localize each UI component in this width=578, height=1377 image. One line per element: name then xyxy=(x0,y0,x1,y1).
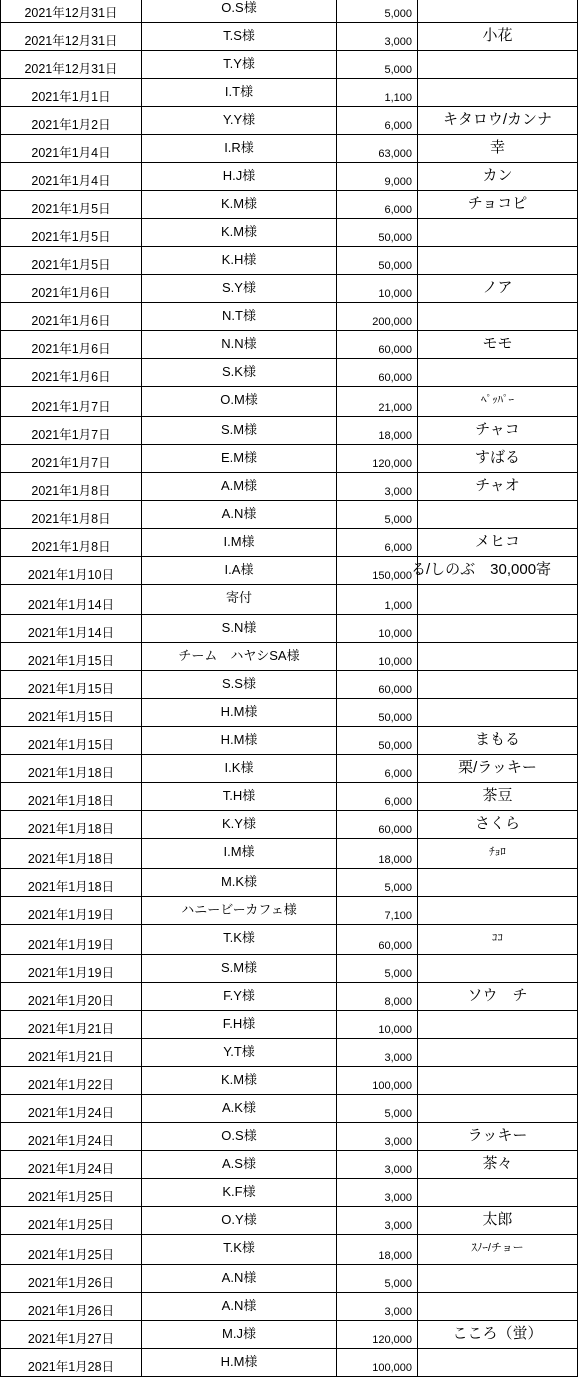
table-row xyxy=(1,191,578,219)
date-cell[interactable]: 2021年1月25日 xyxy=(1,1179,142,1207)
amount-cell[interactable]: 3,000 xyxy=(337,1039,418,1067)
note-text: る/しのぶ 30,000寄 xyxy=(411,561,552,578)
table-row xyxy=(1,501,578,529)
date-cell[interactable]: 2021年1月4日 xyxy=(1,163,142,191)
table-row xyxy=(1,417,578,445)
note-cell[interactable]: 茶豆 xyxy=(418,783,578,811)
donor-name-cell[interactable]: I.M様 xyxy=(142,839,337,869)
amount-cell[interactable]: 5,000 xyxy=(337,501,418,529)
date-cell[interactable]: 2021年1月19日 xyxy=(1,897,142,925)
note-cell[interactable]: ﾁｮﾛ xyxy=(418,839,578,869)
date-cell[interactable]: 2021年1月25日 xyxy=(1,1235,142,1265)
donor-name-cell[interactable]: 寄付 xyxy=(142,585,337,615)
note-cell[interactable] xyxy=(411,557,578,585)
date-cell[interactable]: 2021年1月5日 xyxy=(1,191,142,219)
amount-cell[interactable]: 6,000 xyxy=(337,529,418,557)
table-row xyxy=(1,529,578,557)
table-row xyxy=(1,955,578,983)
note-cell[interactable]: チョコピ xyxy=(418,191,578,219)
amount-cell[interactable]: 10,000 xyxy=(337,643,418,671)
amount-cell[interactable]: 60,000 xyxy=(337,925,418,955)
donor-name-cell[interactable]: T.Y様 xyxy=(142,51,337,79)
donor-name-cell[interactable]: O.S様 xyxy=(142,1123,337,1151)
note-cell[interactable]: キタロウ/カンナ xyxy=(418,107,578,135)
amount-cell[interactable]: 8,000 xyxy=(337,983,418,1011)
amount-cell[interactable]: 50,000 xyxy=(337,727,418,755)
date-cell[interactable]: 2021年1月18日 xyxy=(1,839,142,869)
donor-name-cell[interactable]: S.K様 xyxy=(142,359,337,387)
table-row xyxy=(1,0,578,23)
amount-cell[interactable]: 21,000 xyxy=(337,387,418,417)
donor-name-cell[interactable]: I.R様 xyxy=(142,135,337,163)
amount-cell[interactable]: 3,000 xyxy=(337,1123,418,1151)
note-cell[interactable] xyxy=(418,897,578,925)
amount-cell[interactable]: 3,000 xyxy=(337,1293,418,1321)
table-row xyxy=(1,23,578,51)
table-row xyxy=(1,1235,578,1265)
table-row xyxy=(1,1265,578,1293)
donor-name-cell[interactable]: S.N様 xyxy=(142,615,337,643)
amount-cell[interactable]: 3,000 xyxy=(337,1151,418,1179)
date-cell[interactable]: 2021年1月18日 xyxy=(1,755,142,783)
date-cell[interactable]: 2021年1月6日 xyxy=(1,331,142,359)
table-row xyxy=(1,1179,578,1207)
donor-name-cell[interactable]: K.H様 xyxy=(142,247,337,275)
note-cell[interactable]: ｺｺ xyxy=(418,925,578,955)
table-row xyxy=(1,699,578,727)
note-cell[interactable] xyxy=(418,0,578,23)
note-cell[interactable] xyxy=(418,501,578,529)
table-row xyxy=(1,163,578,191)
donor-name-cell[interactable]: A.N様 xyxy=(142,1293,337,1321)
donor-name-cell[interactable]: K.M様 xyxy=(142,191,337,219)
table-row xyxy=(1,135,578,163)
amount-cell[interactable]: 6,000 xyxy=(337,783,418,811)
date-cell[interactable]: 2021年1月1日 xyxy=(1,79,142,107)
amount-cell[interactable]: 5,000 xyxy=(337,955,418,983)
amount-cell[interactable]: 5,000 xyxy=(337,0,418,23)
donor-name-cell[interactable]: I.M様 xyxy=(142,529,337,557)
donor-name-cell[interactable]: S.S様 xyxy=(142,671,337,699)
table-row xyxy=(1,839,578,869)
note-cell[interactable]: 栗/ラッキー xyxy=(418,755,578,783)
table-row xyxy=(1,275,578,303)
donor-name-cell[interactable]: A.K様 xyxy=(142,1095,337,1123)
table-row xyxy=(1,1123,578,1151)
amount-cell[interactable]: 120,000 xyxy=(337,1321,418,1349)
date-cell[interactable]: 2021年1月14日 xyxy=(1,615,142,643)
date-cell[interactable]: 2021年1月26日 xyxy=(1,1293,142,1321)
table-row xyxy=(1,1067,578,1095)
donor-name-cell[interactable]: T.H様 xyxy=(142,783,337,811)
note-cell[interactable] xyxy=(418,303,578,331)
donor-name-cell[interactable]: A.N様 xyxy=(142,501,337,529)
note-cell[interactable] xyxy=(418,1179,578,1207)
amount-cell[interactable]: 3,000 xyxy=(337,1207,418,1235)
donor-name-cell[interactable]: M.K様 xyxy=(142,869,337,897)
date-cell[interactable]: 2021年1月14日 xyxy=(1,585,142,615)
date-cell[interactable]: 2021年1月19日 xyxy=(1,925,142,955)
amount-cell[interactable]: 200,000 xyxy=(337,303,418,331)
date-cell[interactable]: 2021年1月8日 xyxy=(1,529,142,557)
donor-name-cell[interactable]: Y.Y様 xyxy=(142,107,337,135)
amount-cell[interactable]: 50,000 xyxy=(337,699,418,727)
date-cell[interactable]: 2021年1月6日 xyxy=(1,275,142,303)
note-cell[interactable] xyxy=(418,671,578,699)
note-cell[interactable] xyxy=(418,955,578,983)
date-cell[interactable]: 2021年1月7日 xyxy=(1,445,142,473)
table-row xyxy=(1,1321,578,1349)
note-cell[interactable]: モモ xyxy=(418,331,578,359)
table-row xyxy=(1,473,578,501)
amount-cell[interactable]: 5,000 xyxy=(337,51,418,79)
table-row xyxy=(1,1151,578,1179)
donor-name-cell[interactable]: K.Y様 xyxy=(142,811,337,839)
amount-cell[interactable]: 150,000 xyxy=(337,557,418,585)
note-cell[interactable] xyxy=(418,219,578,247)
donor-name-cell[interactable]: ハニービーカフェ様 xyxy=(142,897,337,925)
note-cell[interactable]: まもる xyxy=(418,727,578,755)
donor-name-cell[interactable]: H.J様 xyxy=(142,163,337,191)
date-cell[interactable]: 2021年1月6日 xyxy=(1,359,142,387)
donor-name-cell[interactable]: I.T様 xyxy=(142,79,337,107)
date-cell[interactable]: 2021年1月7日 xyxy=(1,387,142,417)
table-row xyxy=(1,1039,578,1067)
date-cell[interactable]: 2021年12月31日 xyxy=(1,23,142,51)
amount-cell[interactable]: 18,000 xyxy=(337,1235,418,1265)
note-cell[interactable]: ラッキー xyxy=(418,1123,578,1151)
amount-cell[interactable]: 9,000 xyxy=(337,163,418,191)
amount-cell[interactable]: 100,000 xyxy=(337,1067,418,1095)
table-row xyxy=(1,1293,578,1321)
date-cell[interactable]: 2021年1月8日 xyxy=(1,501,142,529)
donor-name-cell[interactable]: F.Y様 xyxy=(142,983,337,1011)
date-cell[interactable]: 2021年1月26日 xyxy=(1,1265,142,1293)
amount-cell[interactable]: 10,000 xyxy=(337,615,418,643)
date-cell[interactable]: 2021年12月31日 xyxy=(1,0,142,23)
donor-name-cell[interactable]: O.M様 xyxy=(142,387,337,417)
table-row xyxy=(1,219,578,247)
donor-name-cell[interactable]: S.M様 xyxy=(142,417,337,445)
note-cell[interactable] xyxy=(418,643,578,671)
date-cell[interactable]: 2021年1月19日 xyxy=(1,955,142,983)
donor-name-cell[interactable]: I.A様 xyxy=(142,557,337,585)
donor-name-cell[interactable]: K.M様 xyxy=(142,219,337,247)
note-cell[interactable]: ｽﾉｰ/チョー xyxy=(418,1235,578,1265)
table-row xyxy=(1,897,578,925)
table-row xyxy=(1,643,578,671)
note-cell[interactable]: チャコ xyxy=(418,417,578,445)
date-cell[interactable]: 2021年1月24日 xyxy=(1,1123,142,1151)
donor-name-cell[interactable]: M.J様 xyxy=(142,1321,337,1349)
date-cell[interactable]: 2021年1月21日 xyxy=(1,1039,142,1067)
donor-name-cell[interactable]: N.T様 xyxy=(142,303,337,331)
table-row xyxy=(1,247,578,275)
note-cell[interactable] xyxy=(418,585,578,615)
donor-name-cell[interactable]: H.M様 xyxy=(142,699,337,727)
amount-cell[interactable]: 18,000 xyxy=(337,839,418,869)
table-row xyxy=(1,671,578,699)
date-cell[interactable]: 2021年1月21日 xyxy=(1,1011,142,1039)
amount-cell[interactable]: 60,000 xyxy=(337,331,418,359)
amount-cell[interactable]: 100,000 xyxy=(337,1349,418,1377)
amount-cell[interactable]: 6,000 xyxy=(337,107,418,135)
date-cell[interactable]: 2021年1月18日 xyxy=(1,811,142,839)
table-row xyxy=(1,359,578,387)
table-row xyxy=(1,51,578,79)
note-cell[interactable] xyxy=(418,1265,578,1293)
note-cell[interactable] xyxy=(418,1095,578,1123)
note-cell[interactable] xyxy=(418,615,578,643)
note-cell[interactable] xyxy=(418,1067,578,1095)
donor-name-cell[interactable]: O.S様 xyxy=(142,0,337,23)
amount-cell[interactable]: 60,000 xyxy=(337,671,418,699)
note-cell[interactable] xyxy=(418,1349,578,1377)
date-cell[interactable]: 2021年1月22日 xyxy=(1,1067,142,1095)
date-cell[interactable]: 2021年12月31日 xyxy=(1,51,142,79)
amount-cell[interactable]: 6,000 xyxy=(337,755,418,783)
date-cell[interactable]: 2021年1月18日 xyxy=(1,869,142,897)
donor-name-cell[interactable]: A.S様 xyxy=(142,1151,337,1179)
amount-cell[interactable]: 1,000 xyxy=(337,585,418,615)
table-row xyxy=(1,783,578,811)
table-row xyxy=(1,983,578,1011)
table-row xyxy=(1,1095,578,1123)
donor-name-cell[interactable]: A.N様 xyxy=(142,1265,337,1293)
date-cell[interactable]: 2021年1月10日 xyxy=(1,557,142,585)
note-cell[interactable]: 小花 xyxy=(418,23,578,51)
donor-name-cell[interactable]: T.S様 xyxy=(142,23,337,51)
table-row xyxy=(1,755,578,783)
amount-cell[interactable]: 18,000 xyxy=(337,417,418,445)
note-cell[interactable] xyxy=(418,247,578,275)
note-cell[interactable]: ノア xyxy=(418,275,578,303)
date-cell[interactable]: 2021年1月8日 xyxy=(1,473,142,501)
date-cell[interactable]: 2021年1月18日 xyxy=(1,783,142,811)
date-cell[interactable]: 2021年1月20日 xyxy=(1,983,142,1011)
note-cell[interactable]: 茶々 xyxy=(418,1151,578,1179)
date-cell[interactable]: 2021年1月5日 xyxy=(1,219,142,247)
note-cell[interactable]: カン xyxy=(418,163,578,191)
table-row xyxy=(1,1207,578,1235)
amount-cell[interactable]: 10,000 xyxy=(337,275,418,303)
note-cell[interactable]: すばる xyxy=(418,445,578,473)
table-row xyxy=(1,727,578,755)
note-cell[interactable] xyxy=(418,51,578,79)
table-row xyxy=(1,303,578,331)
amount-cell[interactable]: 1,100 xyxy=(337,79,418,107)
date-cell[interactable]: 2021年1月4日 xyxy=(1,135,142,163)
donor-name-cell[interactable]: Y.T様 xyxy=(142,1039,337,1067)
note-cell[interactable] xyxy=(418,79,578,107)
date-cell[interactable]: 2021年1月5日 xyxy=(1,247,142,275)
donor-name-cell[interactable]: チーム ハヤシSA様 xyxy=(142,643,337,671)
amount-cell[interactable]: 60,000 xyxy=(337,811,418,839)
amount-cell[interactable]: 6,000 xyxy=(337,191,418,219)
date-cell[interactable]: 2021年1月15日 xyxy=(1,671,142,699)
donor-name-cell[interactable]: T.K様 xyxy=(142,925,337,955)
table-row xyxy=(1,869,578,897)
donor-name-cell[interactable]: E.M様 xyxy=(142,445,337,473)
table-row xyxy=(1,811,578,839)
donor-name-cell[interactable]: K.M様 xyxy=(142,1067,337,1095)
donor-name-cell[interactable]: T.K様 xyxy=(142,1235,337,1265)
note-cell[interactable]: 幸 xyxy=(418,135,578,163)
table-row xyxy=(1,585,578,615)
table-row xyxy=(1,107,578,135)
amount-cell[interactable]: 63,000 xyxy=(337,135,418,163)
date-cell[interactable]: 2021年1月6日 xyxy=(1,303,142,331)
date-cell[interactable]: 2021年1月15日 xyxy=(1,727,142,755)
note-cell[interactable]: ソウ チ xyxy=(418,983,578,1011)
donation-rows xyxy=(1,0,578,1377)
note-cell[interactable]: 太郎 xyxy=(418,1207,578,1235)
amount-cell[interactable]: 3,000 xyxy=(337,1179,418,1207)
table-row xyxy=(1,925,578,955)
amount-cell[interactable]: 10,000 xyxy=(337,1011,418,1039)
donor-name-cell[interactable]: O.Y様 xyxy=(142,1207,337,1235)
date-cell[interactable]: 2021年1月15日 xyxy=(1,643,142,671)
amount-cell[interactable]: 5,000 xyxy=(337,869,418,897)
table-row xyxy=(1,387,578,417)
note-cell[interactable]: メヒコ xyxy=(418,529,578,557)
note-cell[interactable] xyxy=(418,1039,578,1067)
table-row xyxy=(1,331,578,359)
note-cell[interactable]: ﾍﾟｯﾊﾟｰ xyxy=(418,387,578,417)
date-cell[interactable]: 2021年1月25日 xyxy=(1,1207,142,1235)
table-row xyxy=(1,615,578,643)
donor-name-cell[interactable]: K.F様 xyxy=(142,1179,337,1207)
donor-name-cell[interactable]: H.M様 xyxy=(142,1349,337,1377)
date-cell[interactable]: 2021年1月27日 xyxy=(1,1321,142,1349)
table-row xyxy=(1,557,578,585)
amount-cell[interactable]: 120,000 xyxy=(337,445,418,473)
note-cell[interactable]: チャオ xyxy=(418,473,578,501)
date-cell[interactable]: 2021年1月7日 xyxy=(1,417,142,445)
date-cell[interactable]: 2021年1月24日 xyxy=(1,1151,142,1179)
donor-name-cell[interactable]: H.M様 xyxy=(142,727,337,755)
donor-name-cell[interactable]: I.K様 xyxy=(142,755,337,783)
note-cell[interactable] xyxy=(418,699,578,727)
note-cell[interactable] xyxy=(418,1011,578,1039)
note-cell[interactable]: こころ（蛍） xyxy=(418,1321,578,1349)
amount-cell[interactable]: 3,000 xyxy=(337,473,418,501)
date-cell[interactable]: 2021年1月28日 xyxy=(1,1349,142,1377)
amount-cell[interactable]: 3,000 xyxy=(337,23,418,51)
date-cell[interactable]: 2021年1月2日 xyxy=(1,107,142,135)
note-cell[interactable] xyxy=(418,869,578,897)
donor-name-cell[interactable]: N.N様 xyxy=(142,331,337,359)
date-cell[interactable]: 2021年1月24日 xyxy=(1,1095,142,1123)
amount-cell[interactable]: 50,000 xyxy=(337,219,418,247)
amount-cell[interactable]: 60,000 xyxy=(337,359,418,387)
donor-name-cell[interactable]: F.H様 xyxy=(142,1011,337,1039)
table-row xyxy=(1,79,578,107)
note-cell[interactable]: さくら xyxy=(418,811,578,839)
table-row xyxy=(1,1011,578,1039)
amount-cell[interactable]: 5,000 xyxy=(337,1265,418,1293)
amount-cell[interactable]: 7,100 xyxy=(337,897,418,925)
date-cell[interactable]: 2021年1月15日 xyxy=(1,699,142,727)
donor-name-cell[interactable]: S.M様 xyxy=(142,955,337,983)
table-row xyxy=(1,1349,578,1377)
note-cell[interactable] xyxy=(418,1293,578,1321)
amount-cell[interactable]: 5,000 xyxy=(337,1095,418,1123)
amount-cell[interactable]: 50,000 xyxy=(337,247,418,275)
donor-name-cell[interactable]: S.Y様 xyxy=(142,275,337,303)
table-row xyxy=(1,445,578,473)
note-cell[interactable] xyxy=(418,359,578,387)
donor-name-cell[interactable]: A.M様 xyxy=(142,473,337,501)
